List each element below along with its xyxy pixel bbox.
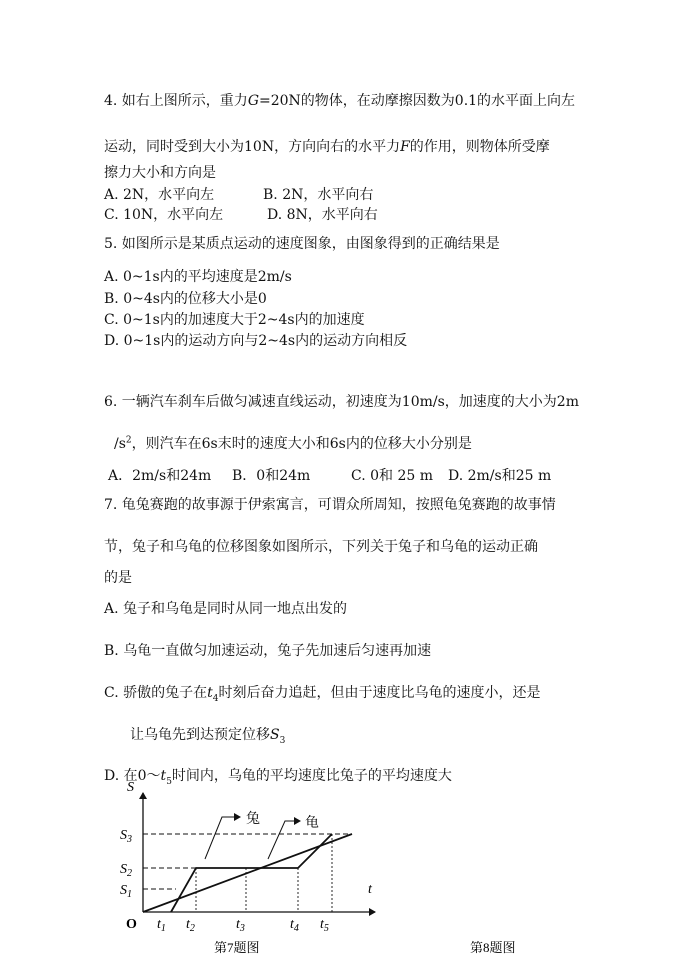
q4-text: =20N的物体，在动摩擦因数为0.1的水平面上向左 (259, 93, 576, 109)
q7-option-a: A. 兔子和乌龟是同时从同一地点出发的 (104, 601, 348, 617)
y-tick-s1: $S_1$ (120, 883, 132, 900)
x-tick-t3: $t_3$ (236, 917, 245, 934)
q7-option-c-line-2 (130, 726, 285, 744)
q4-option-c: C. 10N，水平向左 (104, 207, 224, 223)
x-tick-t5: $t_5$ (320, 917, 329, 934)
displacement-time-graph (0, 771, 688, 971)
q4-option-a: A. 2N，水平向左 (104, 187, 215, 203)
origin-label: O (126, 917, 137, 932)
time-symbol: t (207, 685, 213, 701)
q5-stem: 5. 如图所示是某质点运动的速度图象，由图象得到的正确结果是 (104, 236, 500, 252)
displacement-symbol: S (270, 727, 280, 743)
rabbit-pointer (205, 817, 240, 859)
q7-line-2: 节，兔子和乌龟的位移图象如图所示，下列关于兔子和乌龟的运动正确 (104, 539, 538, 555)
q4-text: 4. 如右上图所示，重力 (104, 93, 248, 109)
q6-line-2 (114, 435, 472, 453)
q5-option-a: A. 0~1s内的平均速度是2m/s (104, 269, 292, 285)
q7-text: 让乌龟先到达预定位移 (130, 727, 270, 743)
y-tick-s3: $S_3$ (120, 828, 132, 845)
displacement-subscript: 3 (279, 735, 286, 746)
tortoise-pointer (268, 821, 300, 859)
t-axis-label: t (368, 882, 372, 897)
q6-line-1: 6. 一辆汽车刹车后做匀减速直线运动，初速度为10m/s，加速度的大小为2m (104, 394, 579, 410)
tortoise-label: 龟 (305, 816, 319, 831)
q7-text: C. 骄傲的兔子在 (104, 685, 208, 701)
time-symbol: t (160, 768, 167, 784)
q7-text: 时刻后奋力追赶，但由于速度比乌龟的速度小，还是 (218, 685, 541, 701)
figure-caption-7: 第7题图 (214, 940, 260, 955)
x-tick-t4: $t_4$ (290, 917, 299, 934)
tortoise-line (143, 834, 352, 912)
q7-text: D. 在0～ (104, 768, 161, 784)
q5-option-c: C. 0~1s内的加速度大于2~4s内的加速度 (104, 312, 365, 328)
q4-line-3: 擦力大小和方向是 (104, 165, 216, 181)
y-tick-s2: $S_2$ (120, 862, 132, 879)
x-tick-t2: $t_2$ (186, 917, 195, 934)
time-subscript: 5 (166, 776, 172, 787)
q4-text: 的作用，则物体所受摩 (409, 139, 550, 155)
q7-line-3: 的是 (104, 570, 132, 586)
q4-option-b: B. 2N，水平向右 (263, 187, 374, 203)
x-tick-t1: $t_1$ (157, 917, 166, 934)
q7-option-c (104, 684, 541, 702)
q6-text: ，则汽车在6s末时的速度大小和6s内的位移大小分别是 (131, 436, 472, 452)
q4-text: 运动，同时受到大小为10N，方向向右的水平力 (104, 139, 401, 155)
q6-text: /s (114, 436, 126, 452)
q6-superscript: 2 (125, 435, 132, 446)
q5-option-d: D. 0~1s内的运动方向与2~4s内的运动方向相反 (104, 333, 408, 349)
q7-text: 时间内，乌龟的平均速度比兔子的平均速度大 (171, 768, 452, 784)
q6-option-d: D. 2m/s和25 m (448, 468, 552, 484)
s-axis-label: S (127, 780, 134, 795)
q7-option-b: B. 乌龟一直做匀加速运动，兔子先加速后匀速再加速 (104, 643, 432, 659)
rabbit-line (171, 834, 332, 912)
figure-caption-8: 第8题图 (470, 940, 516, 955)
time-subscript: 4 (212, 693, 219, 704)
force-symbol: F (400, 139, 410, 155)
gravity-symbol: G (247, 93, 259, 109)
q6-option-c: C. 0和 25 m (351, 468, 434, 484)
q6-option-a: A．2m/s和24m (108, 468, 212, 484)
q4-line-1 (104, 92, 575, 110)
q6-option-b: B．0和24m (232, 468, 311, 484)
q4-line-2 (104, 138, 550, 156)
q4-option-d: D. 8N，水平向右 (267, 207, 378, 223)
q5-option-b: B. 0~4s内的位移大小是0 (104, 291, 267, 307)
rabbit-label: 兔 (246, 812, 260, 827)
q7-line-1: 7. 龟兔赛跑的故事源于伊索寓言，可谓众所周知，按照龟兔赛跑的故事情 (104, 497, 556, 513)
